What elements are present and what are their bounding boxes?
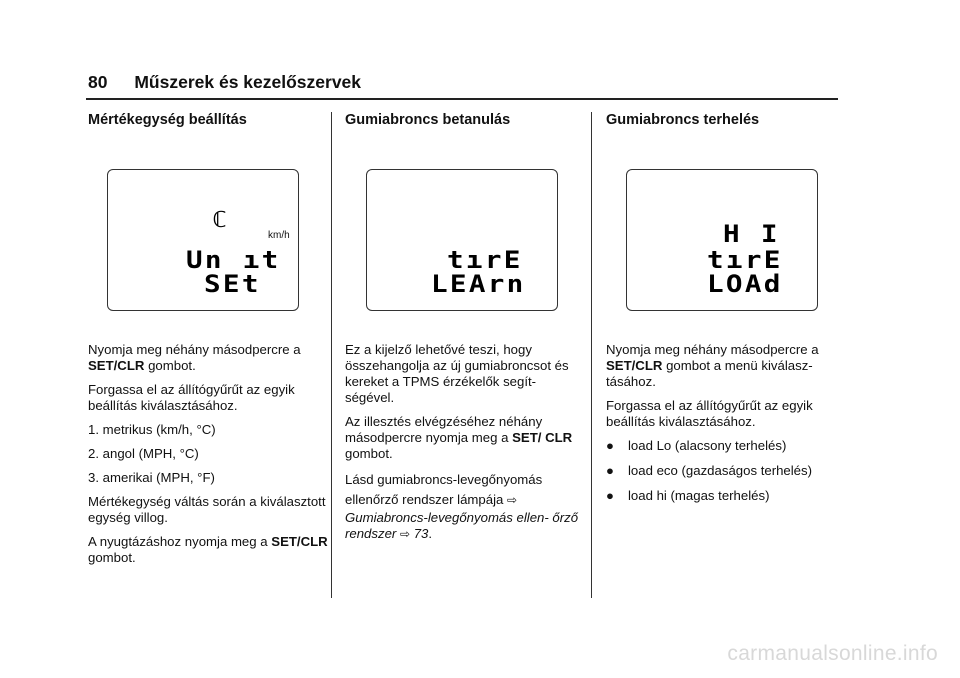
lcd-line-tire: tırE <box>707 246 783 274</box>
lcd-line-learn: LEArn <box>431 270 526 298</box>
lcd-line-set: SEt <box>204 270 261 298</box>
arrow-right-icon: ⇨ <box>507 493 518 507</box>
watermark: carmanualsonline.info <box>727 642 938 665</box>
list-item: ● load eco (gazdaságos terhelés) <box>606 463 813 478</box>
section-body <box>345 342 587 550</box>
lcd-unit-label: km/h <box>268 230 290 241</box>
column-divider-2 <box>591 112 592 598</box>
bullet-icon: ● <box>606 463 614 478</box>
header-rule <box>86 98 838 100</box>
section-body <box>606 342 848 513</box>
lcd-line-load: LOAd <box>707 270 783 298</box>
lcd-line-hi: H I <box>723 220 780 248</box>
lcd-display-tire-learn <box>366 169 558 311</box>
lcd-line-tire: tırE <box>447 246 523 274</box>
page-header <box>88 72 361 93</box>
paragraph: Mértékegység váltás során a kiválasztott egység villog. <box>88 494 326 525</box>
paragraph: 3. amerikai (MPH, °F) <box>88 470 215 485</box>
lcd-display-unit <box>107 169 299 311</box>
paragraph: Lásd gumiabroncs-levegőnyomás ellenőrző rendszer lámpája ⇨ <box>345 472 543 507</box>
section-tire-learn <box>345 111 581 591</box>
section-body <box>88 342 330 574</box>
bullet-icon: ● <box>606 438 614 453</box>
section-unit-setting <box>88 111 328 591</box>
paragraph: Forgassa el az állítógyűrűt az egyik beállítás kiválasztásához. <box>606 398 813 429</box>
section-title: Gumiabroncs terhelés <box>606 112 760 128</box>
arrow-right-icon: ⇨ <box>399 527 411 541</box>
page-reference[interactable]: 73 <box>413 526 429 541</box>
paragraph: Nyomja meg néhány másodpercre a SET/CLR gombot a menü kiválasz- tásához. <box>606 342 819 389</box>
paragraph: 1. metrikus (km/h, °C) <box>88 422 216 437</box>
section-title: Gumiabroncs betanulás <box>345 112 511 128</box>
paragraph: Az illesztés elvégzéséhez néhány másodpercre nyomja meg a SET/ CLR gombot. <box>345 414 573 461</box>
bullet-icon: ● <box>606 488 614 503</box>
list-item: ● load hi (magas terhelés) <box>606 488 770 503</box>
paragraph: A nyugtázáshoz nyomja meg a SET/CLR gombot. <box>88 534 328 565</box>
lcd-display-tire-load <box>626 169 818 311</box>
paragraph: 2. angol (MPH, °C) <box>88 446 199 461</box>
cross-reference[interactable]: Gumiabroncs-levegőnyomás ellen- őrző rendszer ⇨ 73. <box>345 510 579 541</box>
section-title: Mértékegység beállítás <box>88 112 247 128</box>
lcd-temp-symbol: ℂ <box>212 208 230 233</box>
list-item: ● load Lo (alacsony terhelés) <box>606 438 787 453</box>
column-divider-1 <box>331 112 332 598</box>
page-number: 80 <box>88 72 108 92</box>
section-tire-load <box>606 111 842 591</box>
paragraph: Nyomja meg néhány másodpercre a SET/CLR gombot. <box>88 342 301 373</box>
paragraph: Forgassa el az állítógyűrűt az egyik beállítás kiválasztásához. <box>88 382 295 413</box>
paragraph: Ez a kijelző lehetővé teszi, hogy összehangolja az új gumiabroncsot és kereket a TPMS érzékelők segít- ségével. <box>345 342 569 405</box>
lcd-line-unit: Un ıt <box>186 246 281 274</box>
chapter-title: Műszerek és kezelőszervek <box>134 72 362 92</box>
